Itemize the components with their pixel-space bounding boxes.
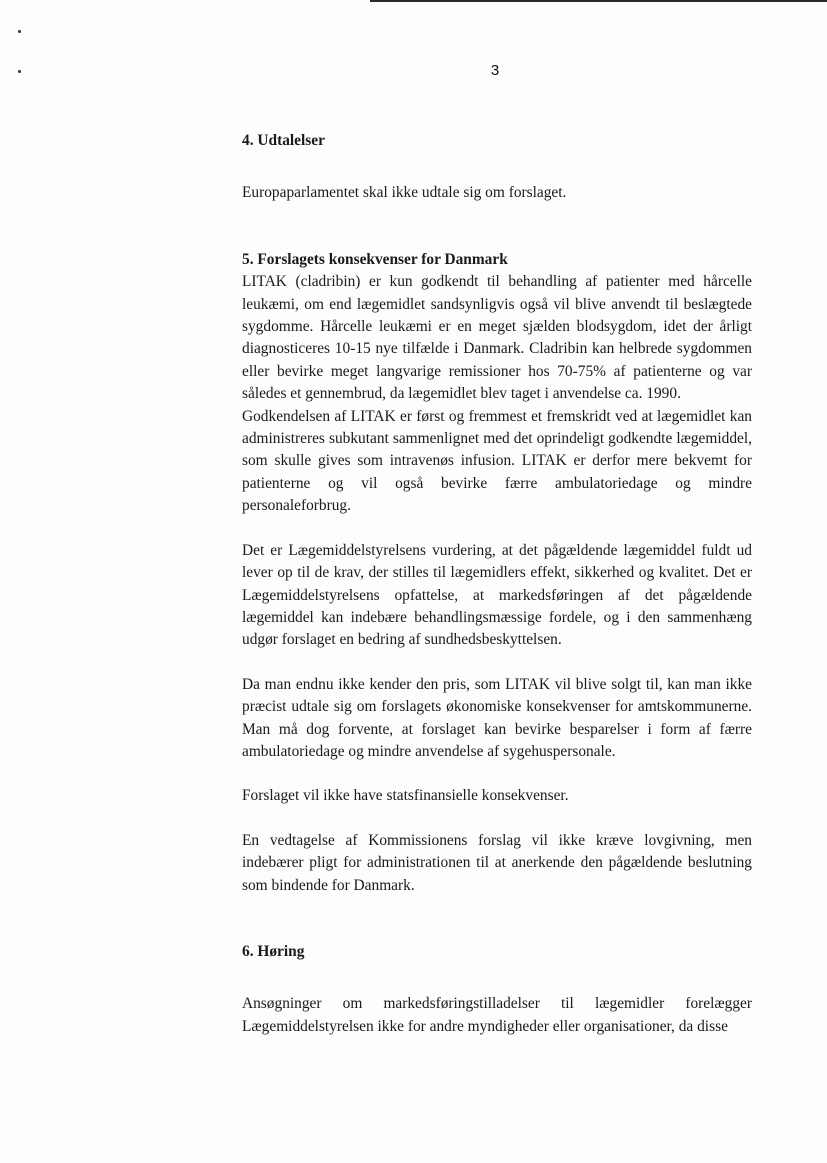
scan-speck: [18, 30, 21, 33]
top-edge-rule: [370, 0, 827, 2]
paragraph: Det er Lægemiddelstyrelsens vurdering, at det pågældende lægemiddel fuldt ud lever op til de krav, der stilles til lægemidlers effekt, sikkerhed og kvalitet. Det er Lægemiddelstyrelsens opfattelse, at markedsføringen af det pågældende lægemiddel kan indebære behandlingsmæssige fordele, og i den sammenhæng udgør forslaget en bedring af sundhedsbeskyttelsen.: [242, 541, 752, 649]
section-heading-konsekvenser: 5. Forslagets konsekvenser for Danmark: [242, 250, 508, 268]
document-body: [242, 130, 752, 1038]
paragraph: Forslaget vil ikke have statsfinansielle konsekvenser.: [242, 787, 569, 805]
paragraph: Ansøgninger om markedsføringstilladelser til lægemidler forelægger Lægemiddelstyrelsen ikke for andre myndigheder eller organisationer, da disse: [242, 995, 752, 1035]
section-heading-udtalelser: 4. Udtalelser: [242, 132, 325, 149]
paragraph: Godkendelsen af LITAK er først og fremmest et fremskridt ved at lægemidlet kan administreres subkutant sammenlignet med det oprindeligt godkendte lægemiddel, som skulle gives som intravenøs infusion. LITAK er derfor mere bekvemt for patienterne og vil også bevirke færre ambulatoriedage og mindre personaleforbrug.: [242, 407, 752, 515]
page-number: 3: [490, 62, 500, 79]
paragraph: Da man endnu ikke kender den pris, som LITAK vil blive solgt til, kan man ikke præcist udtale sig om forslagets økonomiske konsekvenser for amtskommunerne. Man må dog forvente, at forslaget kan bevirke besparelser i form af færre ambulatoriedage og mindre anvendelse af sygehuspersonale.: [242, 675, 752, 760]
paragraph: Europaparlamentet skal ikke udtale sig om forslaget.: [242, 184, 567, 202]
paragraph: En vedtagelse af Kommissionens forslag vil ikke kræve lovgivning, men indebærer pligt for administrationen til at anerkende den pågældende beslutning som bindende for Danmark.: [242, 831, 752, 894]
paragraph: LITAK (cladribin) er kun godkendt til behandling af patienter med hårcelle leukæmi, om end lægemidlet sandsynligvis også vil blive anvendt til beslægtede sygdomme. Hårcelle leukæmi er en meget sjælden blodsygdom, idet der årligt diagnosticeres 10-15 nye tilfælde i Danmark. Cladribin kan helbrede sygdommen eller bevirke meget langvarige remissioner hos 70-75% af patienterne og var således et gennembrud, da lægemidlet blev taget i anvendelse ca. 1990.: [242, 273, 752, 403]
section-heading-hoering: 6. Høring: [242, 942, 305, 960]
